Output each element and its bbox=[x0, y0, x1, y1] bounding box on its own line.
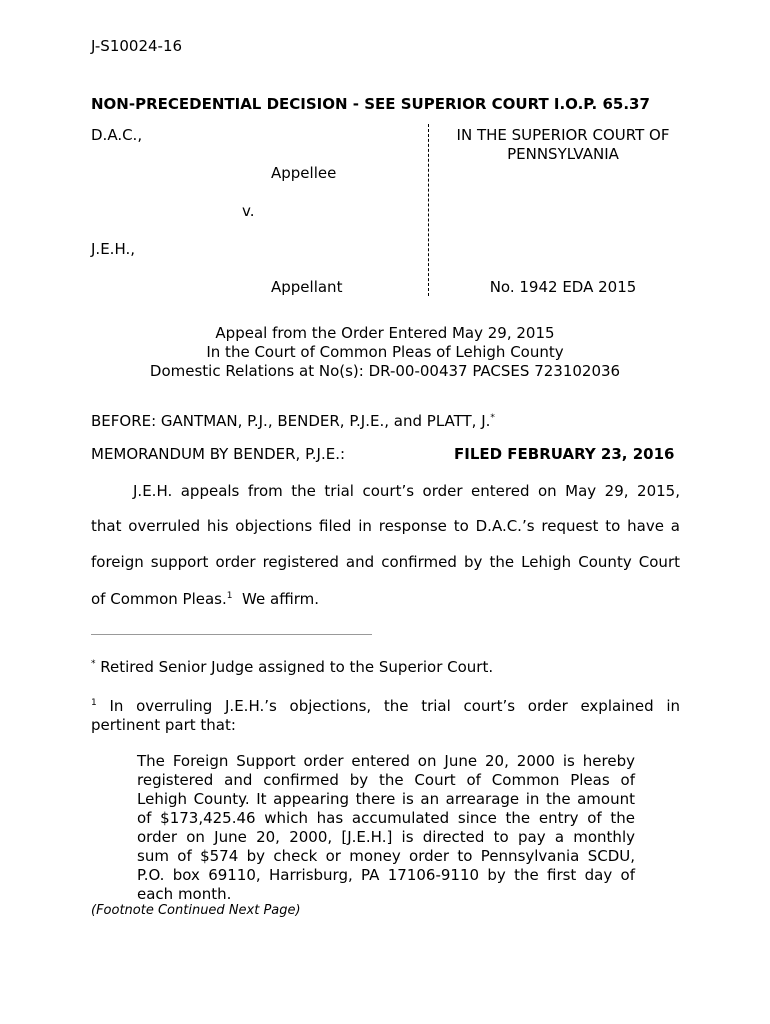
quote-line: sum of $574 by check or money order to Pennsylvania SCDU, bbox=[137, 847, 635, 865]
versus: v. bbox=[242, 202, 255, 220]
body-line2: that overruled his objections filed in response to D.A.C.’s request to have a bbox=[91, 517, 680, 535]
body-line3: foreign support order registered and confirmed by the Lehigh County Court bbox=[91, 553, 680, 571]
docket-number: J-S10024-16 bbox=[91, 37, 183, 55]
footnote-separator bbox=[91, 634, 372, 635]
body-line4-end: We affirm. bbox=[232, 590, 319, 608]
body-line4 bbox=[91, 590, 319, 608]
body-line4-text: of Common Pleas. bbox=[91, 590, 227, 608]
quote-line: The Foreign Support order entered on June 20, 2000 is hereby bbox=[137, 752, 635, 770]
footnote-1-line1-text: In overruling J.E.H.’s objections, the trial court’s order explained in bbox=[96, 697, 680, 715]
quote-line: Lehigh County. It appearing there is an arrearage in the amount bbox=[137, 790, 635, 808]
panel-judges: BEFORE: GANTMAN, P.J., BENDER, P.J.E., and PLATT, J. bbox=[91, 412, 491, 430]
panel-line bbox=[91, 412, 495, 430]
panel-footnote-mark: * bbox=[490, 413, 495, 423]
quote-line: registered and confirmed by the Court of Common Pleas of bbox=[137, 771, 635, 789]
footnote-continued: (Footnote Continued Next Page) bbox=[91, 903, 301, 918]
appellee-role: Appellee bbox=[271, 164, 337, 182]
quote-line: each month. bbox=[137, 885, 232, 903]
footnote-star-text: Retired Senior Judge assigned to the Superior Court. bbox=[95, 658, 494, 676]
footnote-1-ref: 1 bbox=[226, 591, 233, 601]
appeal-line3: Domestic Relations at No(s): DR-00-00437 PACSES 723102036 bbox=[149, 362, 621, 380]
caption-divider bbox=[428, 124, 429, 296]
court-name-line2: PENNSYLVANIA bbox=[507, 145, 619, 163]
filed-date: FILED FEBRUARY 23, 2016 bbox=[454, 445, 675, 463]
appellant-role: Appellant bbox=[271, 278, 343, 296]
footnote-star bbox=[91, 658, 493, 676]
appellant-name: J.E.H., bbox=[91, 240, 135, 258]
appeal-line2: In the Court of Common Pleas of Lehigh County bbox=[206, 343, 564, 361]
decision-banner: NON-PRECEDENTIAL DECISION - SEE SUPERIOR COURT I.O.P. 65.37 bbox=[91, 95, 650, 113]
footnote-1-mark: 1 bbox=[91, 698, 97, 708]
memorandum-author: MEMORANDUM BY BENDER, P.J.E.: bbox=[91, 445, 346, 463]
footnote-1-line1 bbox=[91, 697, 680, 715]
quote-line: order on June 20, 2000, [J.E.H.] is directed to pay a monthly bbox=[137, 828, 635, 846]
appellee-name: D.A.C., bbox=[91, 126, 143, 144]
quote-line: P.O. box 69110, Harrisburg, PA 17106-9110 by the first day of bbox=[137, 866, 635, 884]
appeal-line1: Appeal from the Order Entered May 29, 2015 bbox=[215, 324, 555, 342]
body-line1: J.E.H. appeals from the trial court’s order entered on May 29, 2015, bbox=[133, 482, 680, 500]
court-name-line1: IN THE SUPERIOR COURT OF bbox=[456, 126, 670, 144]
quote-line: of $173,425.46 which has accumulated since the entry of the bbox=[137, 809, 635, 827]
footnote-1-line2: pertinent part that: bbox=[91, 716, 236, 734]
case-number: No. 1942 EDA 2015 bbox=[489, 278, 637, 296]
footnote-star-mark: * bbox=[91, 659, 96, 669]
